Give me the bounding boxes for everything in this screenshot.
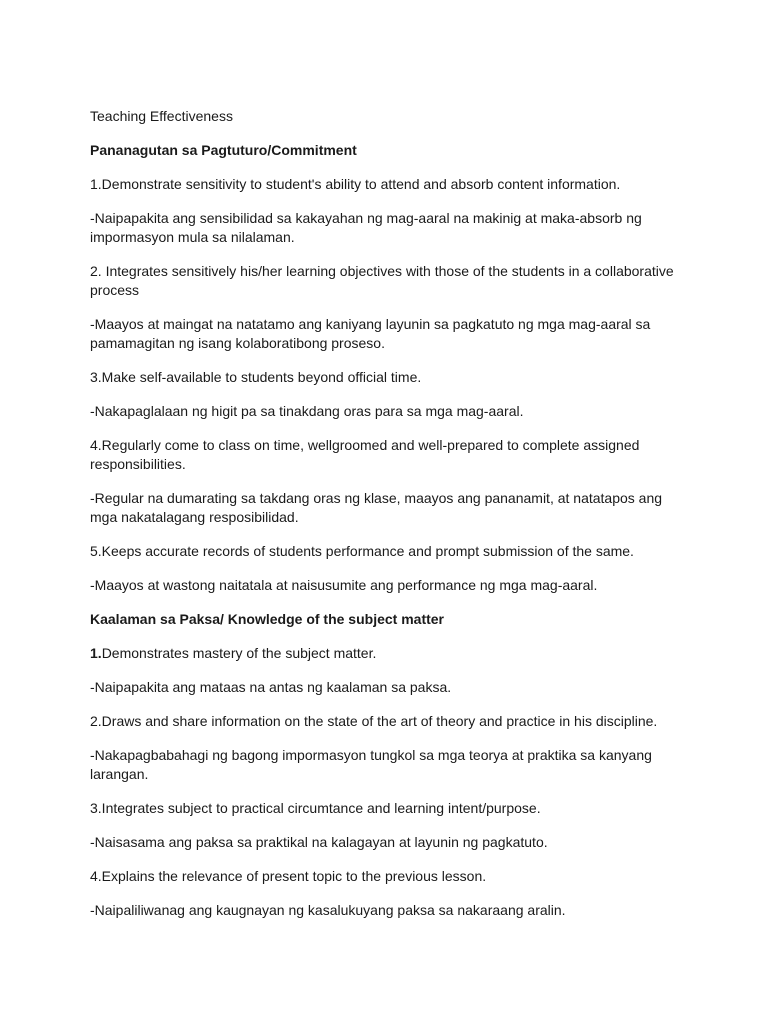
paragraph: 4.Explains the relevance of present topic to the previous lesson. (90, 868, 487, 884)
item-number: 1. (90, 645, 102, 661)
paragraph: -Nakapagbabahagi ng bagong impormasyon tungkol sa mga teorya at praktika sa kanyang larangan. (90, 747, 652, 782)
paragraph: -Naipaliliwanag ang kaugnayan ng kasalukuyang paksa sa nakaraang aralin. (90, 902, 566, 918)
paragraph: 3.Make self-available to students beyond official time. (90, 369, 422, 385)
paragraph: -Maayos at maingat na natatamo ang kaniyang layunin sa pagkatuto ng mga mag-aaral sa pamamagitan ng isang kolaboratibong proseso. (90, 316, 651, 351)
paragraph: 3.Integrates subject to practical circumtance and learning intent/purpose. (90, 800, 541, 816)
document-title: Teaching Effectiveness (90, 108, 233, 124)
item-text: Demonstrates mastery of the subject matter. (101, 645, 377, 661)
section-heading-commitment: Pananagutan sa Pagtuturo/Commitment (90, 142, 357, 158)
paragraph: 4.Regularly come to class on time, wellgroomed and well-prepared to complete assigned responsibilities. (90, 437, 640, 472)
paragraph: -Maayos at wastong naitatala at naisusumite ang performance ng mga mag-aaral. (90, 577, 598, 593)
section-heading-knowledge: Kaalaman sa Paksa/ Knowledge of the subject matter (90, 611, 445, 627)
paragraph: 5.Keeps accurate records of students performance and prompt submission of the same. (90, 543, 634, 559)
paragraph: -Naipapakita ang mataas na antas ng kaalaman sa paksa. (90, 679, 452, 695)
paragraph: -Naisasama ang paksa sa praktikal na kalagayan at layunin ng pagkatuto. (90, 834, 548, 850)
paragraph: -Naipapakita ang sensibilidad sa kakayahan ng mag-aaral na makinig at maka-absorb ng impormasyon mula sa nilalaman. (90, 210, 642, 245)
paragraph: -Nakapaglalaan ng higit pa sa tinakdang oras para sa mga mag-aaral. (90, 403, 524, 419)
paragraph (90, 644, 680, 663)
paragraph: 1.Demonstrate sensitivity to student's ability to attend and absorb content information. (90, 176, 621, 192)
document-page (90, 107, 680, 935)
paragraph: -Regular na dumarating sa takdang oras ng klase, maayos ang pananamit, at natatapos ang mga nakatalagang resposibilidad. (90, 490, 663, 525)
paragraph: 2. Integrates sensitively his/her learning objectives with those of the students in a collaborative process (90, 263, 674, 298)
paragraph: 2.Draws and share information on the state of the art of theory and practice in his discipline. (90, 713, 658, 729)
